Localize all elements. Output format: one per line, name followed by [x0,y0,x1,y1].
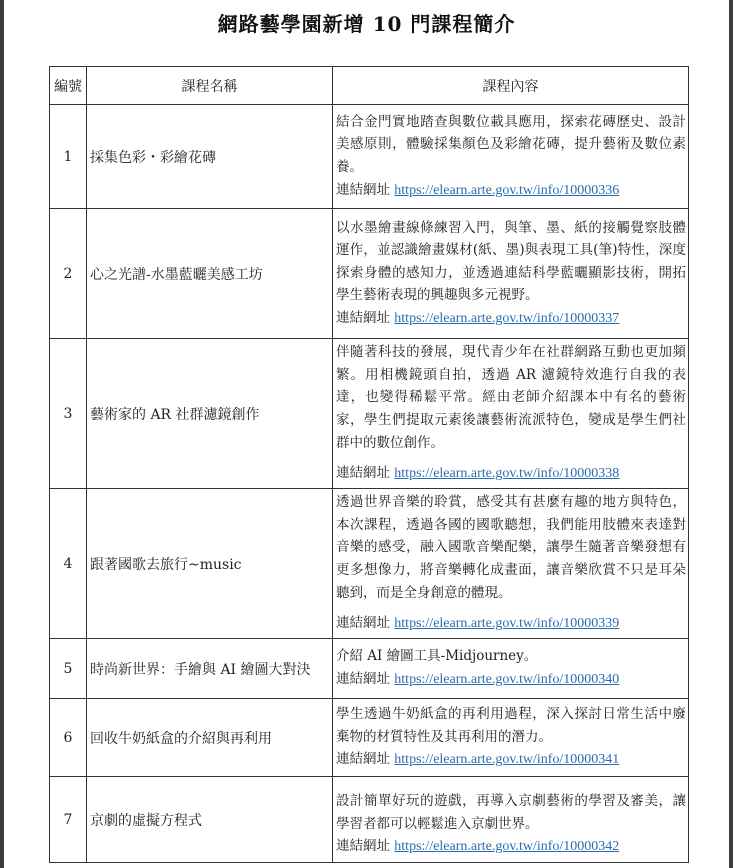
course-name: 回收牛奶紙盒的介紹與再利用 [87,699,333,777]
link-label: 連結網址 [336,838,390,855]
link-label: 連結網址 [336,615,390,632]
course-link[interactable]: https://elearn.arte.gov.tw/info/10000338 [394,466,620,482]
course-name: 京劇的虛擬方程式 [87,777,333,863]
course-name: 採集色彩・彩繪花磚 [87,105,333,209]
table-row [50,209,689,339]
course-description: 以水墨繪畫線條練習入門，與筆、墨、紙的接觸覺察肢體運作，並認識繪畫媒材(紙、墨)與表現工具(筆)特性，深度探索身體的感知力，並透過連結科學藍曬顯影技術，開拓學生藝術表現的興趣與多元視野。 [336,219,686,304]
course-name: 心之光譜-水墨藍曬美感工坊 [87,209,333,339]
course-table [49,66,689,863]
link-line [336,748,686,772]
course-content [333,339,689,489]
table-row [50,489,689,639]
course-description: 透過世界音樂的聆賞，感受其有甚麼有趣的地方與特色，本次課程，透過各國的國歌聽想，我們能用肢體來表達對音樂的感受，融入國歌音樂配樂，讓學生隨著音樂發想有更多想像力，將音樂轉化成畫面，讓音樂欣賞不只是耳朵聽到，而是全身創意的體現。 [336,494,686,601]
link-label: 連結網址 [336,671,390,687]
row-number: 4 [50,489,87,639]
course-description: 設計簡單好玩的遊戲，再導入京劇藝術的學習及審美，讓學習者都可以輕鬆進入京劇世界。 [336,793,686,832]
link-line [336,668,686,692]
page-title: 網路藝學園新增 10 門課程簡介 [217,12,516,36]
course-content [333,777,689,863]
table-row [50,699,689,777]
row-number: 7 [50,777,87,863]
link-label: 連結網址 [336,309,390,326]
document-page [4,0,729,868]
course-content [333,699,689,777]
course-content [333,105,689,209]
course-name: 藝術家的 AR 社群濾鏡創作 [87,339,333,489]
link-label: 連結網址 [336,751,390,768]
course-description: 介紹 AI 繪圖工具-Midjourney。 [336,648,538,665]
row-number: 3 [50,339,87,489]
table-header-row [50,67,689,105]
link-line [336,462,686,486]
course-link[interactable]: https://elearn.arte.gov.tw/info/10000339 [394,616,620,632]
course-link[interactable]: https://elearn.arte.gov.tw/info/10000342 [394,839,620,855]
header-course-name: 課程名稱 [87,67,333,105]
course-link[interactable]: https://elearn.arte.gov.tw/info/10000340 [394,672,620,687]
course-content [333,489,689,639]
table-row [50,777,689,863]
viewer-border-right [729,0,733,868]
row-number: 5 [50,639,87,699]
header-number: 編號 [50,67,87,105]
row-number: 2 [50,209,87,339]
course-name: 時尚新世界：手繪與 AI 繪圖大對決 [87,639,333,699]
row-number: 1 [50,105,87,209]
course-description: 結合金門實地踏查與數位載具應用，探索花磚歷史、設計美感原則，體驗採集顏色及彩繪花磚，提升藝術及數位素養。 [336,113,686,175]
course-content [333,639,689,699]
course-link[interactable]: https://elearn.arte.gov.tw/info/10000341 [394,752,620,768]
table-row [50,339,689,489]
row-number: 6 [50,699,87,777]
header-course-content: 課程內容 [333,67,689,105]
link-line [336,307,686,331]
course-link[interactable]: https://elearn.arte.gov.tw/info/10000336 [394,182,620,198]
course-name: 跟著國歌去旅行~music [87,489,333,639]
link-label: 連結網址 [336,465,390,482]
link-line [336,612,686,636]
table-row [50,105,689,209]
course-description: 伴隨著科技的發展，現代青少年在社群網路互動也更加頻繁。用相機鏡頭自拍，透過 AR 濾鏡特效進行自我的表達，也變得稀鬆平常。經由老師介紹課本中有名的藝術家，學生們提取元素後讓藝術流派特色，變成是學生們社群中的數位創作。 [336,344,686,451]
course-description: 學生透過牛奶紙盒的再利用過程，深入探討日常生活中廢棄物的材質特性及其再利用的潛力。 [336,706,686,745]
link-line [336,835,686,859]
table-row [50,639,689,699]
course-link[interactable]: https://elearn.arte.gov.tw/info/10000337 [394,310,620,326]
link-line [336,179,686,203]
link-label: 連結網址 [336,181,390,198]
course-content [333,209,689,339]
